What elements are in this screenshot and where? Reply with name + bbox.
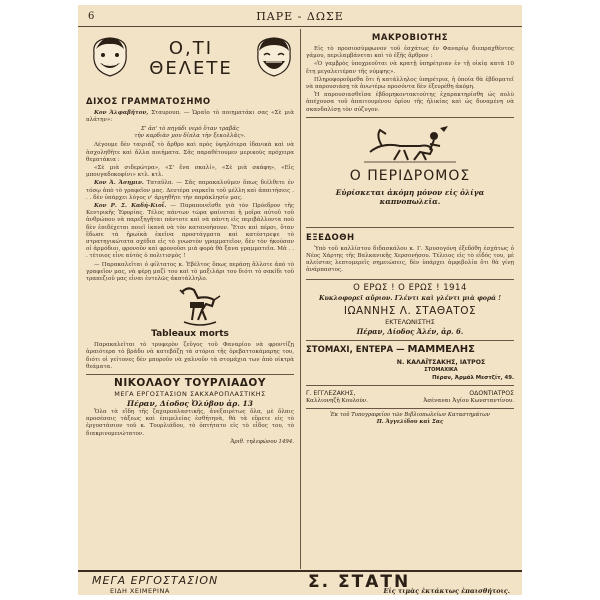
column-title: Ο,ΤΙ ΘΕΛΕΤΕ (149, 38, 233, 79)
paragraph: Σταυρουπ. — Ὡραῖο τὸ ποιηματάκι σας «Σὲ μιὰ πλάτην»: (86, 110, 294, 124)
paragraph: Ὅλα τὰ εἴδη τῆς ζαχαροπλαστικῆς, ἀνεξαιρέτως ὅλα, μὲ ὅλαις προσέσαις τάξεως καὶ ἐπιμελείας ἐσθήτηνὰ, θὰ τὰ εὕρετε εἰς τὸ ἐργοστάσιον τοῦ κ. Τουρλιάδου, τὸ ὀπτήτατο εἰς τὸ εἶδος του, τὸ διακρινομενώτατον. (86, 409, 294, 437)
article-body (86, 342, 294, 371)
ad-text (86, 409, 294, 438)
advertiser-address: Πέραν, Δίοδος Ὀλύβου ἀρ. 13 (127, 399, 253, 409)
article-body (86, 110, 294, 283)
poem-line: τὴν καρδιὰν μου δίπλα τὴν ξεκολλᾶς». (134, 133, 246, 140)
eros-advert (306, 279, 514, 336)
footer-advert (78, 570, 522, 595)
footer-factory-label: ΜΕΓΑ ΕΡΓΟΣΤΑΣΙΟΝ (92, 574, 219, 587)
advert-title: Ο ΠΕΡΙΔΡΟΜΟΣ (349, 167, 471, 184)
dentist-name: Γ. ΕΓΓΛΕΖΑΚΗΣ, (306, 389, 356, 397)
printer-imprint (306, 408, 514, 426)
paragraph: — Παρακαλεῖται ὁ φίλτατος κ. Ἐβέλτος ὅπως περάσῃ ἄλλοτε ἀπὸ τὸ γραφεῖον μας, νὰ φέρῃ μαζί του καὶ τὸ μαξιλάρι του διότι τὸ σακίδι τοῦ τραπεζιοῦ μας εἶναι ἐντελῶς ἀκατάλληλο. (86, 261, 294, 283)
addressee-name: Κον Ἀ. Ἀσημιν. (94, 180, 144, 187)
advertiser-name: ΝΙΚΟΛΑΟΥ ΤΟΥΡΛΙΑΔΟΥ (114, 377, 266, 390)
paragraph: Παρακαλεῖται τὸ τρυφερὸν ζεῦγος τοῦ Φαναρίου νὰ φροντίζῃ ἀραιότερα τὸ βράδυ νὰ κατεβάζῃ τὰ στόρια τῆς ὀρεβαττοκάμαρης του, διότι οἱ γείτονες δὲν μποροῦν νὰ χαλνοῦν τὰ στομάχια των ἀπὸ οἰκτρὰ θεάματα. (86, 342, 294, 370)
peridromos-advert (306, 117, 514, 227)
paragraph: — Παραπονεῖσθε γιὰ τὸν Πρόεδρον τῆς Κεντρικῆς Ἐφορίας. Τέλος πάντων τώρα φαίνεται ἡ μοῖρα αὐτοῦ τοῦ ἀνθρώπου νὰ παρεξηγῆται πάντοτε καὶ νὰ πάντη εἰς περιβάλλοντα ποὺ δὲν ἐπιδέχεται ποιεῖ ἱκανά νὰ τὸν κατανοήσουν. Ἕτσι καὶ πέρσι, ὅταν ἔδωσε τὰ ἡρωϊκὰ ἐκεῖνα προστάγματα καὶ κατέστρεψε τὸ στρατηγικώτατα σχέδια εἰς τὸ γνωστὸν γραμματεῖον, δὲν τὸν ἠκούσαν οἱ ἀρμόδιοι, φρονοῦν καὶ φρονοῦσι μιὰ φορὰ θὰ ξανα γραμματεῖα. Μὰ . . . τέτοιος εἶνε αὐτὸς ὁ πολιτισμὸς ! (86, 203, 294, 260)
article-body (306, 246, 514, 275)
footer-brand-name: Σ. ΣΤΑΤΝ (308, 572, 411, 592)
article-body (306, 46, 514, 114)
footer-goods-label: ΕΙΔΗ ΧΕΙΜΕΡΙΝΑ (110, 587, 170, 595)
advert-label: ΣΤΟΜΑΧΙ, ΕΝΤΕΡΑ — (306, 344, 405, 355)
dentist-address-left: Καλλιονηζῆ Κουλούν. (306, 397, 368, 404)
paragraph: «Σὲ μιὰ σιδερώτρα», «Σ' ἕνα σκαλί», «Σὲ μιὰ σκάφη», «Εἰς μπουγαδοκοφίνι» κτλ. κτλ. (86, 165, 294, 179)
footer-price-note: Εἰς τιμὰς ἐκτάκτως ἐπαισθήτοις. (383, 587, 510, 595)
spacer (306, 359, 368, 381)
rocking-horse-icon (168, 284, 228, 328)
stathatos-advert (306, 305, 514, 336)
dentist-address-right: Ἀσέναναι Ἁγίου Κωνσταντίνου. (423, 397, 514, 404)
paragraph: Ταταῦλα. — Σᾶς παρακαλοῦμεν ὅπως διέλθετε ἐν τόσῳ ἀπὸ τὸ γραφεῖον μας. Δευτέρα ναρκεῖα τοῦ μέλλη καὶ ἀπαιτήσεις . . . δὲν ὑπάρχει λόγος ν' ἀργηθῆτε τὴν παράκλησίν μας. (86, 180, 294, 201)
advertiser-business: ΕΚΤΕΛΩΝΙΣΤΗΣ (385, 317, 435, 326)
stomach-doctor-advert (306, 340, 514, 381)
addressee-name: Κον Ρ. Σ. Καδή-Κιοΐ. (94, 203, 167, 210)
right-column (306, 31, 514, 567)
section-heading: ΔΙΧΟΣ ΓΡΑΜΜΑΤΟΣΗΜΟ (86, 97, 211, 107)
paragraph: Πληροφοροῦμεθα ὅτι ἡ κατάλληλος ὑπηρέτρια, ἡ ὁποία θὰ ἐβδοματεῖ νὰ παρουσιάσῃ τὰ ἀνωτέρω προσόντα δὲν ἐξευρέθη ἀκόμη. (306, 76, 514, 91)
left-column (86, 31, 294, 567)
doctor-name: Ν. ΚΑΛΑΪΤΣΑΚΗΣ, ΙΑΤΡΟΣ (396, 358, 486, 366)
doctor-info (368, 359, 514, 381)
paragraph: Ἡ παρουσιασθεῖσα ἑβδομηκοντακτούτης ἐχαρακτηρίσθη ὡς πολὺ ἀπέχουσα τοῦ ἀπαιτουμένου ὁρίου τῆς ἡλικίας καὶ ὡς δυναμένη νὰ σκανδαλίσῃ τὸν σύζυγον. (306, 92, 514, 113)
newspaper-title: ΠΑΡΕ - ΔΩΣΕ (256, 10, 344, 23)
section-heading: Tableaux morts (151, 329, 229, 340)
paragraph: Ὑπὸ τοῦ καλλίστου διδασκάλου κ. Γ. Χρυσογόνη ἐξεδόθη ἐσχάτως ὁ Νέος Χάρτης τῆς Βαλκανικῆς Χερσονήσου. Τέλειος εἰς τὸ εἶδός του, μὲ πλείστας λεπτομερεῖς σημειώσεις, δὲν ὑπάρχει ἀμφιβολία ὅτι θὰ γίνῃ ἀνάρπαστος. (306, 245, 514, 274)
printer-line: Π. Ἀγγελίδου καὶ Σας (376, 418, 444, 425)
advertiser-business: ΜΕΓΑ ΕΡΓΟΣΤΑΣΙΟΝ ΣΑΚΧΑΡΟΠΛΑΣΤΙΚΗΣ (114, 390, 266, 399)
clown-face-icon (90, 35, 130, 79)
page-number: 6 (88, 11, 95, 22)
dentist-advert (306, 385, 514, 404)
poem (86, 126, 294, 140)
doctor-address: Πέραν, Ἀρμάλ Μεστζίτ, 49. (432, 374, 514, 381)
paragraph: Λέγουμε δὲν ταιριάζ τὸ ἄρθρο καὶ πρὸς ὑψηλότερα ἰδανικὰ καὶ νὰ ἀσχοληθῆτε καὶ ἄλλα ποιήματα. Σᾶς παραθέτουμεν μερικοὺς πρόχειρα θεματάκια : (86, 142, 294, 163)
page-header (78, 5, 522, 27)
advert-title: Ο ΕΡΩΣ ! Ο ΕΡΩΣ ! 1914 (353, 282, 467, 293)
doctor-specialty: ΣΤΟΜΑΧΙΚΑ (424, 366, 458, 373)
advertiser-name: ΙΩΑΝΝΗΣ Λ. ΣΤΑΘΑΤΟΣ (343, 304, 477, 317)
poem-line: Σ' ἀπ' τὸ πηγάδι νερὸ ὅταν τραβᾶς (140, 126, 240, 133)
column-title-banner (86, 31, 294, 95)
advertisement (86, 374, 294, 445)
addressee-name: Κον Ἀλφαβῆτον, (94, 110, 149, 116)
horse-illustration (86, 284, 294, 328)
section-heading: ΕΞΕΔΟΘΗ (306, 232, 355, 243)
announcement (306, 227, 514, 275)
section-heading: ΜΑΚΡΟΒΙΟΤΗΣ (371, 33, 449, 43)
rider-illustration-icon (360, 122, 460, 166)
column-divider (300, 29, 301, 569)
advertiser-address: Πέραν, Δίοδος Ἀλέν, ἀρ. 6. (356, 326, 464, 336)
advert-subtitle: Εὑρίσκεται ἀκόμη μόνον εἰς ὀλίγα καπνοπωλεῖα. (335, 187, 485, 206)
laughing-face-icon (254, 35, 294, 79)
advert-subtitle: Κυκλοφορεῖ αὔριον. Γλέντι καὶ γλέντι μιὰ φορά ! (319, 294, 501, 302)
advert-name: ΜΑΜΜΕΛΗΣ (407, 343, 475, 355)
telephone-number: Ἀριθ. τηλεφώνου 1494. (230, 438, 294, 445)
dentist-address-row (306, 398, 514, 404)
paragraph: «Ὁ γαμβρὸς ὑποχρεοῦται νὰ κρατῇ ὑπηρέτριαν ἐν τῇ οἰκίᾳ κατὰ 10 ἔτη μεγαλειτέραν τῆς νύμφης». (306, 61, 514, 75)
newspaper-page (78, 5, 522, 595)
dentist-title-row (306, 390, 514, 397)
doctor-block (306, 359, 514, 381)
printer-line: Ἐκ τοῦ Τυπογραφείου τῶν Βιβλιοπωλείων Καταστημάτων (330, 411, 490, 418)
paragraph: Εἰς τὸ προσιοσύμφωνον τοῦ ἐσχάτως ἐν Φαναρίῳ διεπραχθέντος γάμου, περιλαμβάνεται καὶ τὸ ἑξῆς ἄρθρον : (306, 46, 514, 60)
dentist-specialty: ΟΔΟΝΤΙΑΤΡΟΣ (469, 389, 514, 397)
